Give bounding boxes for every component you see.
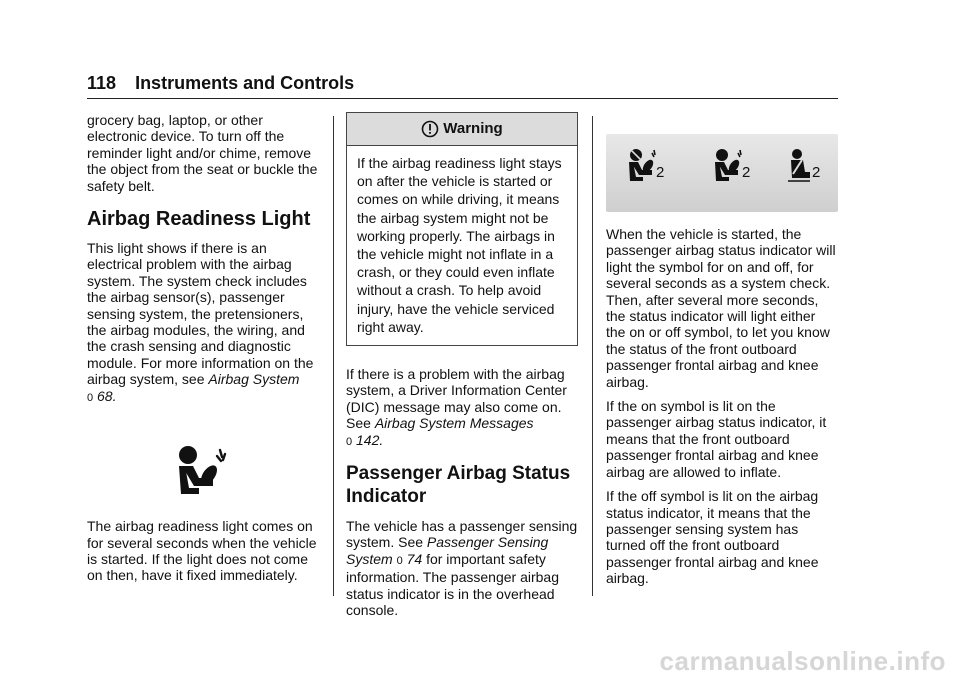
column-1 (87, 112, 321, 592)
page-arrow-icon: 0 (87, 391, 94, 404)
section-heading: Airbag Readiness Light (87, 208, 311, 231)
airbag-on-symbol (712, 148, 751, 185)
page-number-ref: 142 (356, 431, 380, 448)
section-title: Instruments and Controls (135, 73, 355, 93)
passenger-airbag-indicator-image (606, 134, 838, 212)
page-number-ref: 68 (97, 387, 113, 404)
column-divider (333, 116, 334, 596)
paragraph (346, 518, 578, 618)
paragraph: If the on symbol is lit on the passenger airbag status indicator, it means that the front outboard passenger frontal airbag and knee airbag are allowed to inflate. (606, 398, 827, 480)
cross-reference-link[interactable]: Passenger Sensing System (346, 534, 549, 567)
page-reference[interactable] (87, 388, 116, 404)
airbag-off-symbol (626, 148, 665, 185)
warning-text: If the airbag readiness light stays on after the vehicle is started or comes on while driving, it means the airbag system might not be working properly. The airbags in the vehicle might not inflate in a crash, or they could even inflate without a crash. To help avoid injury, have the vehicle serviced right away. (357, 155, 562, 335)
paragraph (87, 240, 321, 406)
page-reference[interactable] (346, 432, 383, 448)
page-arrow-icon: 0 (396, 554, 403, 567)
paragraph-text: This light shows if there is an electrical problem with the airbag system. The system check includes the airbag sensor(s), passenger sensing system, the pretensioners, the airbag modules, the wiring, and the crash sensing and diagnostic module. For more information on the airbag system, see (87, 240, 314, 388)
paragraph: The airbag readiness light comes on for several seconds when the vehicle is started. If the light does not come on then, have it fixed immediately. (87, 518, 317, 584)
column-2 (346, 112, 578, 627)
punctuation: . (379, 431, 384, 448)
paragraph: grocery bag, laptop, or other electronic device. To turn off the reminder light and/or chime, remove the object from the seat or buckle the safety belt. (87, 112, 318, 194)
paragraph (346, 366, 578, 450)
cross-reference-link[interactable]: Airbag System Messages (374, 415, 534, 432)
column-divider (592, 116, 593, 596)
page-number-ref: 74 (406, 550, 423, 567)
airbag-readiness-icon (173, 444, 229, 496)
header-rule (87, 98, 838, 99)
page-number: 118 (87, 73, 117, 93)
page-reference[interactable] (397, 551, 423, 567)
paragraph-text: If there is a problem with the airbag system, a Driver Information Center (DIC) message may also come on. See (346, 366, 567, 432)
paragraph-text: for important safety information. The passenger airbag status indicator is in the overhead console. (346, 550, 559, 619)
section-heading: Passenger Airbag Status Indicator (346, 463, 571, 508)
warning-title: Warning (443, 119, 503, 137)
paragraph: If the off symbol is lit on the airbag status indicator, it means that the passenger sensing system has turned off the front outboard passenger frontal airbag and knee airbag. (606, 488, 819, 587)
punctuation: . (112, 387, 117, 404)
seat-position-label: 2 (812, 164, 821, 181)
seat-position-label: 2 (742, 164, 751, 181)
cross-reference-link[interactable]: Airbag System (208, 371, 300, 388)
warning-icon (421, 120, 439, 138)
column-3 (606, 112, 838, 595)
paragraph-text: The vehicle has a passenger sensing system. See (346, 518, 578, 551)
warning-box (346, 112, 578, 346)
seat-position-label: 2 (656, 164, 665, 181)
page-arrow-icon: 0 (346, 435, 353, 448)
paragraph: When the vehicle is started, the passenger airbag status indicator will light the symbol for on and off, for several seconds as a system check. Then, after several more seconds, the status indicator will light either the on or off symbol, to let you know the status of the front outboard passenger frontal airbag and knee airbag. (606, 226, 836, 390)
page-header (87, 72, 838, 94)
warning-header (347, 113, 577, 146)
seatbelt-symbol (786, 148, 821, 185)
footer-watermark: carmanualsonline.info (659, 646, 946, 676)
